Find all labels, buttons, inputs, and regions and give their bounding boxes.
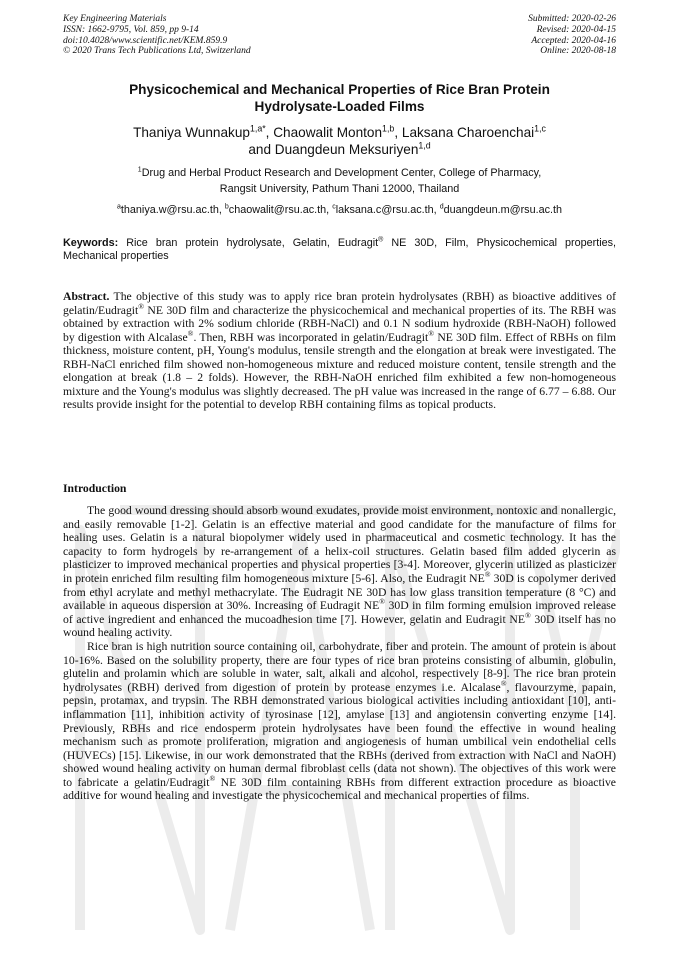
- email-a[interactable]: thaniya.w@rsu.ac.th,: [120, 204, 225, 216]
- intro-p1-text-a: The good wound dressing should absorb wound exudates, provide moist environment, nontoxic and nonallergic, and easily removable [1-2]. Gelatin is an effective material and good candidate for the manufacture of films for healing uses. Gelatin is a natural biopolymer widely used in pharmaceutical and cosmetic technology. It has the capacity to form hydrogels by re-arrangement of a helix-coil structures. Gelatin based film added glycerin as plasticizer to improved mechanical properties and physical properties [3-4]. Moreover, glycerin utilized as plasticizer in protein enriched film resulting film homogeneous mixture [5-6]. Also, the Eudragit NE: [63, 504, 616, 585]
- affiliation-line-1: [63, 166, 616, 182]
- registered-mark: ®: [209, 773, 216, 783]
- journal-doi[interactable]: doi:10.4028/www.scientific.net/KEM.859.9: [63, 35, 228, 46]
- intro-p1-text-b: 30D is copolymer derived from ethyl acrylate and methyl methacrylate. The Eudragit NE 30D has low glass transition temperature (8 °C) and available in aqueous dispersion at 30%. Increasing of Eudragit NE: [63, 571, 616, 613]
- email-b-sup: b: [224, 203, 229, 211]
- email-d[interactable]: duangdeun.m@rsu.ac.th: [443, 204, 562, 216]
- keywords-text-2: NE 30D, Film, Physicochemical properties, Mechanical properties: [63, 237, 617, 263]
- registered-mark: ®: [378, 236, 384, 244]
- keywords: [63, 237, 616, 264]
- date-online: Online: 2020-08-18: [540, 46, 616, 57]
- affiliation-line-2: Rangsit University, Pathum Thani 12000, Thailand: [219, 182, 460, 195]
- title-line-2: Hydrolysate-Loaded Films: [254, 98, 425, 114]
- journal-name: Key Engineering Materials: [63, 14, 167, 24]
- affiliation: [63, 166, 616, 197]
- author-1: Thaniya Wunnakup: [133, 125, 250, 140]
- abstract: [63, 290, 616, 412]
- intro-paragraph-1: [63, 504, 616, 640]
- abstract-label: Abstract.: [63, 290, 110, 303]
- intro-p2-text-b: , flavourzyme, papain, pepsin, protamax, and trypsin. The RBH demonstrated various biological activities including antioxidant [10], anti-inflammation [11], inhibition activity of tyrosinase [12], amylase [13] and angiotensin converting enzyme [14]. Previously, RBHs and rice endosperm protein hydrolysates have been found the effective in wound healing mechanism such as promote proliferation, migration and angiogenesis of human umbilical vein endothelial cells (HUVECs) [15]. Likewise, in our work demonstrated that the RBHs (derived from extraction with NaCl and NaOH) showed wound healing activity on human dermal fibroblast cells (data not shown). The objectives of this work were to fabricate a gelatin/Eudragit: [63, 680, 617, 789]
- date-accepted: Accepted: 2020-04-16: [531, 35, 616, 46]
- author-1-sup: 1,a*: [249, 123, 266, 134]
- keywords-label: Keywords:: [63, 237, 119, 249]
- author-line-1: [63, 124, 616, 141]
- registered-mark: ®: [379, 597, 385, 607]
- author-emails: [63, 203, 616, 217]
- email-c-sup: c: [332, 203, 336, 211]
- section-heading-introduction: Introduction: [63, 482, 127, 495]
- author-4: Duangdeun Meksuriyen: [274, 142, 419, 157]
- author-3: Laksana Charoenchai: [401, 125, 535, 140]
- date-submitted: Submitted: 2020-02-26: [528, 14, 616, 24]
- author-separator: ,: [394, 125, 402, 140]
- keywords-text-1: Rice bran protein hydrolysate, Gelatin, Eudragit: [118, 237, 379, 249]
- registered-mark: ®: [187, 328, 194, 338]
- title-line-1: Physicochemical and Mechanical Properties of Rice Bran Protein: [129, 82, 550, 97]
- intro-p2-text-a: Rice bran is high nutrition source containing oil, carbohydrate, fiber and protein. The amount of protein is about 10-16%. Based on the solubility property, there are four types of rice bran proteins consisting of albumin, globulin, glutelin and prolamin which are soluble in water, salt, alkali and alcohol, respectively [8-9]. The rice bran protein hydrolysates (RBH) derived from digestion of protein by protease enzymes i.e. Alcalase: [63, 639, 616, 694]
- abstract-text-4: NE 30D film. Effect of RBHs on film thickness, moisture content, pH, Young's modulus, tensile strength and the elongation at break were investigated. The RBH-NaCl enriched film showed non-homogeneous mixture and reduced moisture content, tensile strength and the elongation at break (1.8 – 2 folds). However, the RBH-NaOH enriched film exhibited a few non-homogeneous mixture and the Young's modulus was slightly decreased. The pH value was increased in the range of 6.77 – 6.88. Our results provide insight for the potential to develop RBH containing films as topical products.: [63, 330, 617, 411]
- email-b[interactable]: chaowalit@rsu.ac.th,: [228, 204, 333, 216]
- author-separator: ,: [265, 125, 274, 140]
- author-2: Chaowalit Monton: [273, 125, 383, 140]
- author-conjunction: and: [248, 142, 275, 157]
- paper-title: [63, 82, 616, 115]
- abstract-text-1: The objective of this study was to apply rice bran protein hydrolysates (RBH) as bioactive additives of gelatin/Eudragit: [63, 290, 616, 317]
- intro-p1-text-c: 30D in film forming emulsion improved release of active ingredient and enhanced the mucoadhesion time [7]. However, gelatin and Eudragit NE: [63, 599, 616, 626]
- registered-mark: ®: [500, 678, 507, 688]
- author-list: [63, 124, 616, 158]
- registered-mark: ®: [428, 328, 435, 338]
- affiliation-text-1: Drug and Herbal Product Research and Development Center, College of Pharmacy,: [141, 167, 542, 179]
- journal-copyright: © 2020 Trans Tech Publications Ltd, Switzerland: [63, 46, 251, 57]
- author-3-sup: 1,c: [534, 123, 546, 134]
- author-2-sup: 1,b: [382, 123, 395, 134]
- journal-info: [63, 14, 251, 57]
- registered-mark: ®: [138, 301, 145, 311]
- email-a-sup: a: [117, 203, 121, 211]
- date-revised: Revised: 2020-04-15: [536, 24, 616, 35]
- intro-paragraph-2: [63, 640, 616, 803]
- abstract-text-2: NE 30D film and characterize the physicochemical and mechanical properties of its. The RBH was obtained by extraction with 2% sodium chloride (RBH-NaCl) and 0.1 N sodium hydroxide (RBH-NaOH) followed by digestion with Alcalase: [63, 303, 616, 344]
- email-d-sup: d: [439, 203, 444, 211]
- publication-dates: [528, 14, 616, 57]
- author-line-2: [63, 141, 616, 158]
- intro-p2-text-c: NE 30D film containing RBHs from different extraction procedure as bioactive additive for wound healing and investigate the physicochemical and mechanical properties of films.: [63, 775, 616, 803]
- introduction-body: [63, 504, 616, 803]
- registered-mark: ®: [484, 570, 491, 580]
- journal-header: [63, 14, 616, 57]
- journal-issn: ISSN: 1662-9795, Vol. 859, pp 9-14: [63, 24, 199, 35]
- affiliation-sup: 1: [137, 166, 142, 174]
- author-4-sup: 1,d: [418, 140, 431, 151]
- email-c[interactable]: laksana.c@rsu.ac.th,: [335, 204, 440, 216]
- abstract-text-3: . Then, RBH was incorporated in gelatin/Eudragit: [193, 330, 429, 344]
- intro-p1-text-d: 30D itself has no wound healing activity.: [63, 612, 616, 640]
- registered-mark: ®: [524, 610, 531, 620]
